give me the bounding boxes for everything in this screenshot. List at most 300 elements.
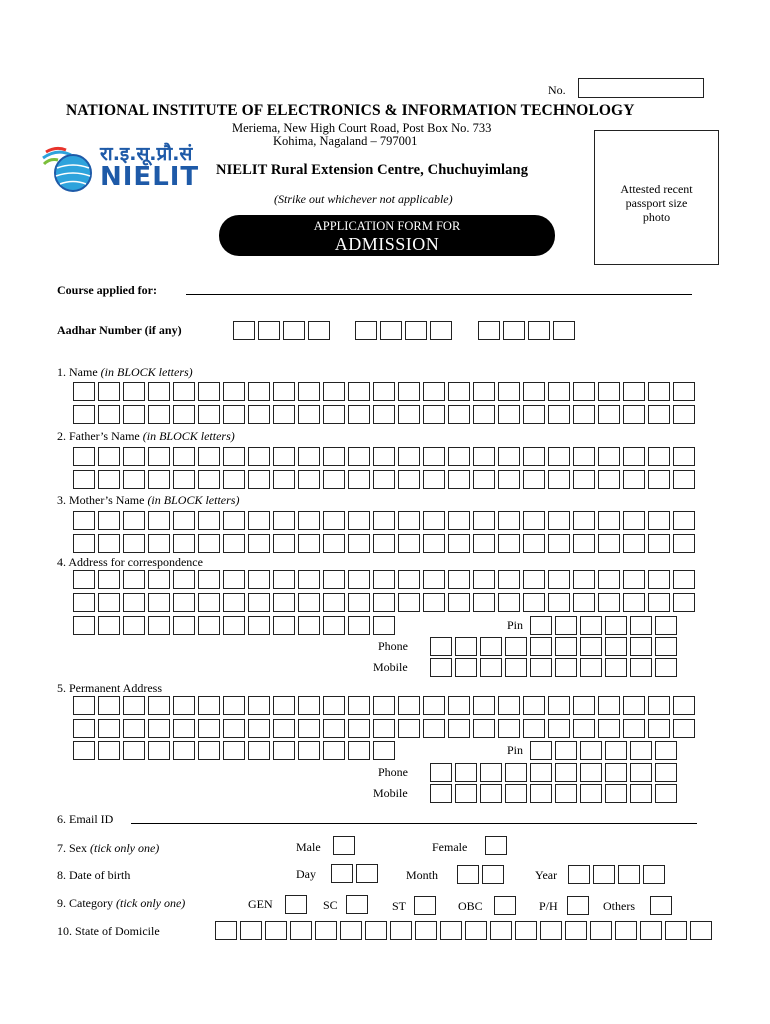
char-box[interactable] (580, 741, 602, 760)
char-box[interactable] (273, 719, 295, 738)
char-box[interactable] (123, 616, 145, 635)
number-field[interactable] (578, 78, 704, 98)
char-box[interactable] (356, 864, 378, 883)
char-box[interactable] (248, 511, 270, 530)
char-box[interactable] (523, 534, 545, 553)
char-box[interactable] (498, 719, 520, 738)
char-box[interactable] (448, 405, 470, 424)
char-box[interactable] (480, 658, 502, 677)
char-box[interactable] (290, 921, 312, 940)
char-box[interactable] (373, 470, 395, 489)
char-box[interactable] (480, 637, 502, 656)
char-box[interactable] (123, 447, 145, 466)
char-box[interactable] (673, 447, 695, 466)
char-box[interactable] (455, 658, 477, 677)
char-box[interactable] (605, 658, 627, 677)
char-box[interactable] (223, 470, 245, 489)
char-box[interactable] (580, 637, 602, 656)
char-box[interactable] (148, 405, 170, 424)
char-box[interactable] (173, 534, 195, 553)
char-box[interactable] (615, 921, 637, 940)
char-box[interactable] (598, 534, 620, 553)
char-box[interactable] (223, 593, 245, 612)
char-box[interactable] (465, 921, 487, 940)
char-box[interactable] (673, 696, 695, 715)
char-box[interactable] (505, 784, 527, 803)
char-box[interactable] (523, 570, 545, 589)
char-box[interactable] (365, 921, 387, 940)
char-box[interactable] (273, 382, 295, 401)
char-box[interactable] (223, 534, 245, 553)
char-box[interactable] (498, 405, 520, 424)
char-box[interactable] (598, 593, 620, 612)
char-box[interactable] (655, 637, 677, 656)
char-box[interactable] (573, 534, 595, 553)
char-box[interactable] (673, 405, 695, 424)
char-box[interactable] (523, 382, 545, 401)
char-box[interactable] (505, 637, 527, 656)
char-box[interactable] (548, 511, 570, 530)
char-box[interactable] (123, 382, 145, 401)
char-box[interactable] (373, 511, 395, 530)
char-box[interactable] (298, 534, 320, 553)
char-box[interactable] (148, 616, 170, 635)
char-box[interactable] (473, 570, 495, 589)
char-box[interactable] (248, 719, 270, 738)
char-box[interactable] (173, 741, 195, 760)
char-box[interactable] (505, 763, 527, 782)
char-box[interactable] (123, 696, 145, 715)
char-box[interactable] (648, 696, 670, 715)
char-box[interactable] (73, 534, 95, 553)
char-box[interactable] (323, 447, 345, 466)
char-box[interactable] (173, 470, 195, 489)
char-box[interactable] (503, 321, 525, 340)
category-ph-checkbox[interactable] (567, 896, 589, 915)
char-box[interactable] (248, 570, 270, 589)
char-box[interactable] (223, 447, 245, 466)
char-box[interactable] (673, 382, 695, 401)
char-box[interactable] (398, 511, 420, 530)
char-box[interactable] (448, 593, 470, 612)
char-box[interactable] (455, 784, 477, 803)
char-box[interactable] (265, 921, 287, 940)
char-box[interactable] (498, 593, 520, 612)
char-box[interactable] (573, 511, 595, 530)
char-box[interactable] (240, 921, 262, 940)
char-box[interactable] (223, 719, 245, 738)
char-box[interactable] (148, 570, 170, 589)
char-box[interactable] (415, 921, 437, 940)
char-box[interactable] (623, 570, 645, 589)
char-box[interactable] (690, 921, 712, 940)
email-field[interactable] (131, 823, 697, 824)
char-box[interactable] (248, 382, 270, 401)
char-box[interactable] (523, 405, 545, 424)
char-box[interactable] (448, 719, 470, 738)
char-box[interactable] (648, 534, 670, 553)
char-box[interactable] (198, 616, 220, 635)
char-box[interactable] (398, 405, 420, 424)
char-box[interactable] (598, 382, 620, 401)
char-box[interactable] (223, 696, 245, 715)
char-box[interactable] (673, 534, 695, 553)
char-box[interactable] (123, 741, 145, 760)
char-box[interactable] (673, 593, 695, 612)
char-box[interactable] (298, 511, 320, 530)
char-box[interactable] (478, 321, 500, 340)
char-box[interactable] (248, 405, 270, 424)
char-box[interactable] (673, 570, 695, 589)
char-box[interactable] (398, 593, 420, 612)
char-box[interactable] (323, 511, 345, 530)
char-box[interactable] (498, 511, 520, 530)
char-box[interactable] (98, 741, 120, 760)
char-box[interactable] (555, 763, 577, 782)
char-box[interactable] (298, 741, 320, 760)
char-box[interactable] (123, 570, 145, 589)
category-sc-checkbox[interactable] (346, 895, 368, 914)
char-box[interactable] (248, 696, 270, 715)
char-box[interactable] (98, 696, 120, 715)
char-box[interactable] (323, 570, 345, 589)
category-others-checkbox[interactable] (650, 896, 672, 915)
char-box[interactable] (298, 696, 320, 715)
char-box[interactable] (248, 447, 270, 466)
char-box[interactable] (273, 593, 295, 612)
char-box[interactable] (323, 593, 345, 612)
char-box[interactable] (673, 470, 695, 489)
char-box[interactable] (605, 784, 627, 803)
char-box[interactable] (480, 763, 502, 782)
char-box[interactable] (655, 616, 677, 635)
char-box[interactable] (98, 593, 120, 612)
char-box[interactable] (273, 405, 295, 424)
char-box[interactable] (273, 570, 295, 589)
char-box[interactable] (215, 921, 237, 940)
char-box[interactable] (198, 534, 220, 553)
male-checkbox[interactable] (333, 836, 355, 855)
char-box[interactable] (315, 921, 337, 940)
char-box[interactable] (573, 447, 595, 466)
char-box[interactable] (655, 658, 677, 677)
char-box[interactable] (598, 696, 620, 715)
char-box[interactable] (648, 593, 670, 612)
char-box[interactable] (98, 616, 120, 635)
char-box[interactable] (148, 382, 170, 401)
course-field[interactable] (186, 294, 692, 295)
char-box[interactable] (148, 593, 170, 612)
char-box[interactable] (173, 616, 195, 635)
char-box[interactable] (655, 784, 677, 803)
char-box[interactable] (482, 865, 504, 884)
char-box[interactable] (223, 405, 245, 424)
char-box[interactable] (530, 616, 552, 635)
char-box[interactable] (73, 382, 95, 401)
char-box[interactable] (423, 696, 445, 715)
female-checkbox[interactable] (485, 836, 507, 855)
char-box[interactable] (480, 784, 502, 803)
char-box[interactable] (498, 534, 520, 553)
char-box[interactable] (623, 511, 645, 530)
char-box[interactable] (298, 593, 320, 612)
char-box[interactable] (568, 865, 590, 884)
char-box[interactable] (173, 511, 195, 530)
char-box[interactable] (73, 447, 95, 466)
char-box[interactable] (380, 321, 402, 340)
char-box[interactable] (448, 511, 470, 530)
char-box[interactable] (198, 405, 220, 424)
char-box[interactable] (323, 470, 345, 489)
char-box[interactable] (348, 447, 370, 466)
char-box[interactable] (73, 719, 95, 738)
char-box[interactable] (423, 534, 445, 553)
char-box[interactable] (198, 593, 220, 612)
char-box[interactable] (398, 719, 420, 738)
char-box[interactable] (348, 570, 370, 589)
char-box[interactable] (373, 382, 395, 401)
char-box[interactable] (198, 741, 220, 760)
char-box[interactable] (643, 865, 665, 884)
char-box[interactable] (323, 719, 345, 738)
char-box[interactable] (648, 447, 670, 466)
char-box[interactable] (173, 696, 195, 715)
char-box[interactable] (548, 696, 570, 715)
char-box[interactable] (98, 511, 120, 530)
char-box[interactable] (473, 719, 495, 738)
char-box[interactable] (348, 470, 370, 489)
char-box[interactable] (640, 921, 662, 940)
char-box[interactable] (555, 616, 577, 635)
char-box[interactable] (373, 405, 395, 424)
char-box[interactable] (473, 534, 495, 553)
char-box[interactable] (423, 570, 445, 589)
char-box[interactable] (448, 534, 470, 553)
char-box[interactable] (630, 784, 652, 803)
char-box[interactable] (580, 616, 602, 635)
char-box[interactable] (98, 534, 120, 553)
char-box[interactable] (373, 616, 395, 635)
category-gen-checkbox[interactable] (285, 895, 307, 914)
char-box[interactable] (548, 405, 570, 424)
char-box[interactable] (273, 534, 295, 553)
char-box[interactable] (655, 741, 677, 760)
char-box[interactable] (173, 447, 195, 466)
char-box[interactable] (623, 534, 645, 553)
char-box[interactable] (373, 534, 395, 553)
char-box[interactable] (530, 637, 552, 656)
char-box[interactable] (273, 447, 295, 466)
char-box[interactable] (423, 511, 445, 530)
char-box[interactable] (423, 593, 445, 612)
char-box[interactable] (223, 382, 245, 401)
char-box[interactable] (598, 447, 620, 466)
char-box[interactable] (373, 696, 395, 715)
char-box[interactable] (223, 570, 245, 589)
char-box[interactable] (565, 921, 587, 940)
char-box[interactable] (348, 511, 370, 530)
char-box[interactable] (455, 763, 477, 782)
char-box[interactable] (73, 470, 95, 489)
char-box[interactable] (198, 447, 220, 466)
char-box[interactable] (348, 593, 370, 612)
char-box[interactable] (198, 382, 220, 401)
char-box[interactable] (605, 741, 627, 760)
char-box[interactable] (423, 405, 445, 424)
char-box[interactable] (440, 921, 462, 940)
char-box[interactable] (273, 741, 295, 760)
char-box[interactable] (98, 719, 120, 738)
char-box[interactable] (573, 405, 595, 424)
char-box[interactable] (648, 719, 670, 738)
char-box[interactable] (173, 593, 195, 612)
char-box[interactable] (73, 741, 95, 760)
char-box[interactable] (648, 405, 670, 424)
char-box[interactable] (448, 382, 470, 401)
char-box[interactable] (348, 696, 370, 715)
char-box[interactable] (323, 741, 345, 760)
char-box[interactable] (123, 719, 145, 738)
char-box[interactable] (430, 658, 452, 677)
char-box[interactable] (323, 382, 345, 401)
char-box[interactable] (523, 470, 545, 489)
char-box[interactable] (623, 405, 645, 424)
char-box[interactable] (555, 637, 577, 656)
char-box[interactable] (623, 593, 645, 612)
char-box[interactable] (233, 321, 255, 340)
char-box[interactable] (448, 470, 470, 489)
char-box[interactable] (553, 321, 575, 340)
char-box[interactable] (598, 405, 620, 424)
char-box[interactable] (73, 696, 95, 715)
char-box[interactable] (148, 719, 170, 738)
char-box[interactable] (348, 405, 370, 424)
char-box[interactable] (198, 470, 220, 489)
char-box[interactable] (573, 696, 595, 715)
photo-box[interactable] (594, 130, 719, 265)
char-box[interactable] (598, 511, 620, 530)
char-box[interactable] (573, 470, 595, 489)
char-box[interactable] (298, 470, 320, 489)
char-box[interactable] (73, 511, 95, 530)
char-box[interactable] (590, 921, 612, 940)
char-box[interactable] (123, 511, 145, 530)
char-box[interactable] (373, 570, 395, 589)
char-box[interactable] (398, 447, 420, 466)
char-box[interactable] (623, 470, 645, 489)
char-box[interactable] (258, 321, 280, 340)
char-box[interactable] (548, 447, 570, 466)
char-box[interactable] (498, 382, 520, 401)
char-box[interactable] (323, 616, 345, 635)
char-box[interactable] (473, 593, 495, 612)
char-box[interactable] (298, 382, 320, 401)
char-box[interactable] (523, 696, 545, 715)
char-box[interactable] (580, 784, 602, 803)
char-box[interactable] (430, 637, 452, 656)
char-box[interactable] (98, 447, 120, 466)
char-box[interactable] (73, 616, 95, 635)
char-box[interactable] (598, 719, 620, 738)
char-box[interactable] (248, 741, 270, 760)
char-box[interactable] (398, 570, 420, 589)
char-box[interactable] (223, 511, 245, 530)
char-box[interactable] (498, 570, 520, 589)
char-box[interactable] (123, 534, 145, 553)
char-box[interactable] (498, 470, 520, 489)
char-box[interactable] (273, 616, 295, 635)
char-box[interactable] (273, 470, 295, 489)
char-box[interactable] (148, 696, 170, 715)
char-box[interactable] (498, 696, 520, 715)
char-box[interactable] (423, 470, 445, 489)
char-box[interactable] (515, 921, 537, 940)
char-box[interactable] (665, 921, 687, 940)
char-box[interactable] (355, 321, 377, 340)
char-box[interactable] (348, 616, 370, 635)
char-box[interactable] (623, 447, 645, 466)
char-box[interactable] (298, 447, 320, 466)
char-box[interactable] (73, 570, 95, 589)
char-box[interactable] (173, 719, 195, 738)
char-box[interactable] (580, 763, 602, 782)
char-box[interactable] (423, 382, 445, 401)
char-box[interactable] (273, 696, 295, 715)
char-box[interactable] (123, 405, 145, 424)
char-box[interactable] (298, 570, 320, 589)
char-box[interactable] (473, 405, 495, 424)
char-box[interactable] (448, 696, 470, 715)
char-box[interactable] (398, 696, 420, 715)
char-box[interactable] (555, 658, 577, 677)
char-box[interactable] (98, 382, 120, 401)
char-box[interactable] (223, 741, 245, 760)
char-box[interactable] (390, 921, 412, 940)
char-box[interactable] (573, 382, 595, 401)
char-box[interactable] (298, 719, 320, 738)
char-box[interactable] (630, 616, 652, 635)
category-st-checkbox[interactable] (414, 896, 436, 915)
char-box[interactable] (331, 864, 353, 883)
char-box[interactable] (630, 637, 652, 656)
char-box[interactable] (323, 534, 345, 553)
char-box[interactable] (173, 405, 195, 424)
char-box[interactable] (473, 447, 495, 466)
char-box[interactable] (123, 593, 145, 612)
char-box[interactable] (348, 534, 370, 553)
char-box[interactable] (173, 382, 195, 401)
char-box[interactable] (530, 741, 552, 760)
char-box[interactable] (430, 763, 452, 782)
char-box[interactable] (573, 719, 595, 738)
char-box[interactable] (548, 719, 570, 738)
char-box[interactable] (655, 763, 677, 782)
char-box[interactable] (618, 865, 640, 884)
char-box[interactable] (630, 741, 652, 760)
char-box[interactable] (523, 719, 545, 738)
char-box[interactable] (148, 511, 170, 530)
char-box[interactable] (648, 511, 670, 530)
char-box[interactable] (448, 570, 470, 589)
char-box[interactable] (248, 616, 270, 635)
char-box[interactable] (223, 616, 245, 635)
char-box[interactable] (405, 321, 427, 340)
char-box[interactable] (540, 921, 562, 940)
char-box[interactable] (398, 534, 420, 553)
char-box[interactable] (573, 570, 595, 589)
char-box[interactable] (148, 447, 170, 466)
char-box[interactable] (528, 321, 550, 340)
